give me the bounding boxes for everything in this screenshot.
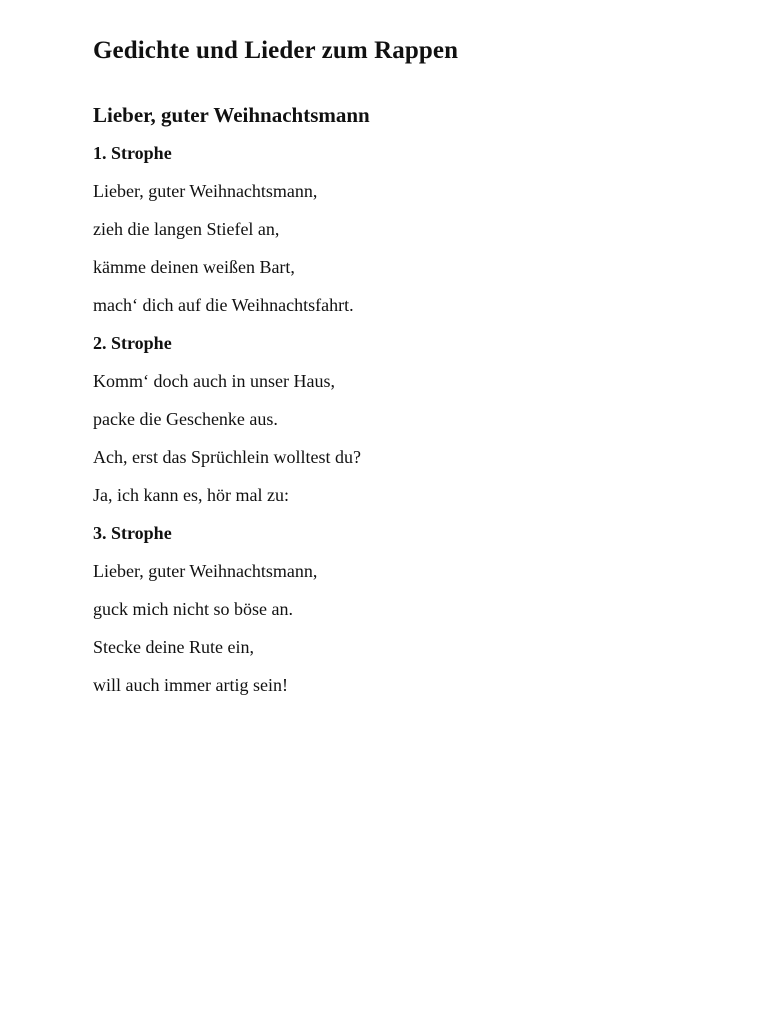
verse-line: guck mich nicht so böse an. — [93, 599, 293, 619]
stanza-lines — [93, 556, 768, 700]
verse-line: kämme deinen weißen Bart, — [93, 257, 295, 277]
verse-line: zieh die langen Stiefel an, — [93, 219, 280, 239]
verse-line: packe die Geschenke aus. — [93, 409, 278, 429]
verse-line: Stecke deine Rute ein, — [93, 637, 254, 657]
stanza-lines — [93, 366, 768, 510]
stanza-heading: 2. Strophe — [93, 333, 172, 353]
poem-title: Lieber, guter Weihnachtsmann — [93, 103, 370, 127]
stanza-1 — [93, 138, 768, 320]
verse-line: Ach, erst das Sprüchlein wolltest du? — [93, 447, 361, 467]
verse-line: Ja, ich kann es, hör mal zu: — [93, 485, 289, 505]
stanza-heading: 1. Strophe — [93, 143, 172, 163]
verse-line: mach‘ dich auf die Weihnachtsfahrt. — [93, 295, 354, 315]
stanza-heading: 3. Strophe — [93, 523, 172, 543]
verse-line: will auch immer artig sein! — [93, 675, 288, 695]
document-title: Gedichte und Lieder zum Rappen — [93, 37, 459, 64]
stanza-lines — [93, 176, 768, 320]
verse-line: Lieber, guter Weihnachtsmann, — [93, 561, 318, 581]
verse-line: Lieber, guter Weihnachtsmann, — [93, 181, 318, 201]
stanza-3 — [93, 518, 768, 700]
stanza-2 — [93, 328, 768, 510]
verse-line: Komm‘ doch auch in unser Haus, — [93, 371, 335, 391]
